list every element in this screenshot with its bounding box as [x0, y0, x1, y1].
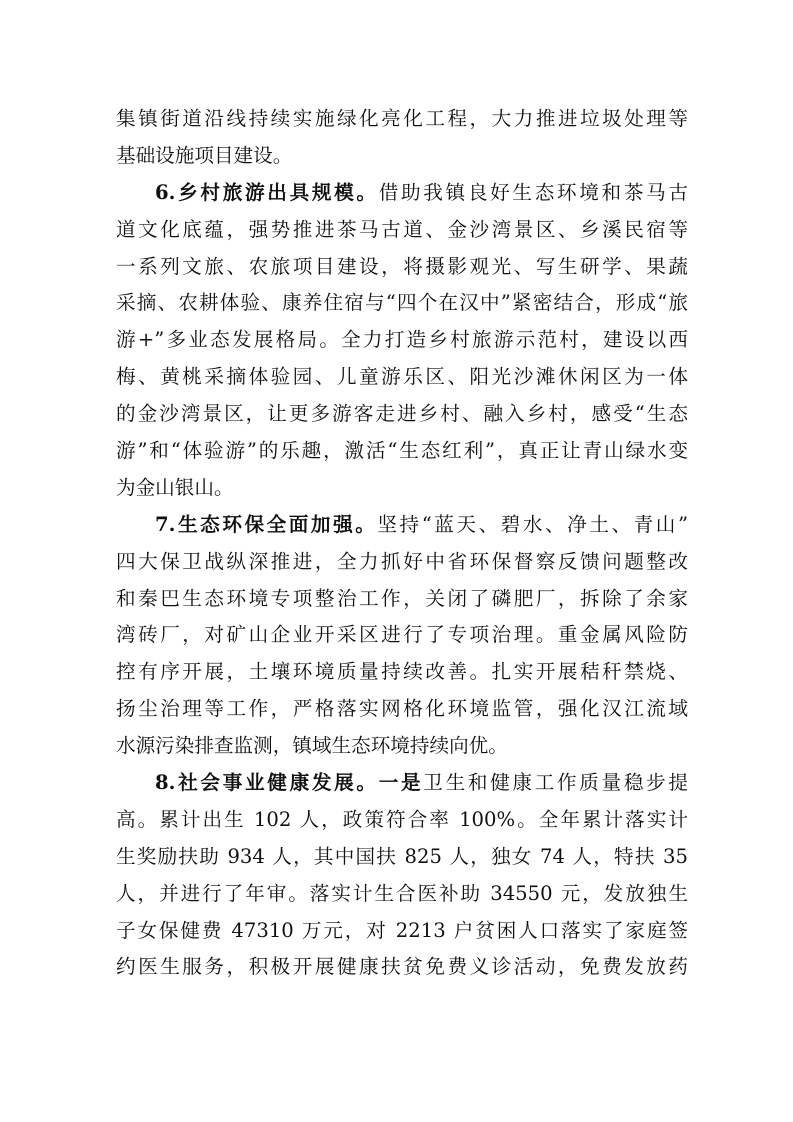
text-line — [116, 913, 688, 950]
text-line — [116, 470, 688, 507]
line-text: 集镇街道沿线持续实施绿化亮化工程，大力推进垃圾处理等 — [116, 107, 688, 130]
text-line — [116, 949, 688, 986]
line-text: 高。累计出生 102 人，政策符合率 100%。全年累计落实计 — [116, 807, 688, 831]
text-line — [116, 617, 688, 654]
line-text: 约医生服务，积极开展健康扶贫免费义诊活动，免费发放药 — [116, 955, 688, 979]
line-text: 一系列文旅、农旅项目建设，将摄影观光、写生研学、果蔬 — [116, 254, 688, 278]
line-text: 借助我镇良好生态环境和茶马古 — [378, 180, 688, 204]
text-line — [116, 728, 688, 765]
line-text: 游”和“体验游”的乐趣，激活“生态红利”，真正让青山绿水变 — [116, 439, 688, 463]
text-line — [116, 876, 688, 913]
line-text: 水源污染排查监测，镇域生态环境持续向优。 — [116, 734, 508, 758]
section-6-heading: 6.乡村旅游出具规模。 — [155, 180, 379, 204]
section-8-heading-line — [116, 765, 688, 802]
section-7-heading: 7.生态环保全面加强。 — [155, 512, 378, 536]
section-6-heading-line — [116, 175, 688, 212]
section-8-heading: 8.社会事业健康发展。一是 — [155, 771, 424, 795]
text-line — [116, 285, 688, 322]
text-line — [116, 322, 688, 359]
text-line — [116, 396, 688, 433]
text-line — [116, 544, 688, 581]
document-page — [116, 101, 688, 986]
line-text: 采摘、农耕体验、康养住宿与“四个在汉中”紧密结合，形成“旅 — [116, 291, 688, 315]
line-text: 生奖励扶助 934 人，其中国扶 825 人，独女 74 人，特扶 35 — [116, 844, 688, 868]
text-line — [116, 802, 688, 839]
section-7-heading-line — [116, 507, 688, 544]
line-text: 卫生和健康工作质量稳步提 — [423, 771, 688, 795]
line-text: 人，并进行了年审。落实计生合医补助 34550 元，发放独生 — [116, 881, 688, 905]
line-text: 梅、黄桃采摘体验园、儿童游乐区、阳光沙滩休闲区为一体 — [116, 365, 688, 389]
text-line — [116, 691, 688, 728]
line-text: 基础设施项目建设。 — [116, 143, 293, 167]
line-text: 为金山银山。 — [116, 475, 234, 499]
text-line — [116, 581, 688, 618]
text-line — [116, 359, 688, 396]
text-line — [116, 433, 688, 470]
line-text: 道文化底蕴，强势推进茶马古道、金沙湾景区、乡溪民宿等 — [116, 217, 688, 241]
line-text: 湾砖厂，对矿山企业开采区进行了专项治理。重金属风险防 — [116, 623, 688, 647]
text-line — [116, 212, 688, 249]
line-text: 子女保健费 47310 万元，对 2213 户贫困人口落实了家庭签 — [116, 918, 688, 942]
text-line — [116, 249, 688, 286]
text-line — [116, 101, 688, 138]
line-text: 坚持“蓝天、碧水、净土、青山” — [377, 512, 688, 536]
line-text: 游+”多业态发展格局。全力打造乡村旅游示范村，建设以西 — [116, 328, 688, 352]
line-text: 的金沙湾景区，让更多游客走进乡村、融入乡村，感受“生态 — [116, 402, 688, 426]
line-text: 扬尘治理等工作，严格落实网格化环境监管，强化汉江流域 — [116, 697, 688, 721]
line-text: 和秦巴生态环境专项整治工作，关闭了磷肥厂，拆除了余家 — [116, 586, 688, 610]
text-line — [116, 654, 688, 691]
text-line — [116, 839, 688, 876]
line-text: 四大保卫战纵深推进，全力抓好中省环保督察反馈问题整改 — [116, 549, 688, 573]
text-line — [116, 138, 688, 175]
line-text: 控有序开展，土壤环境质量持续改善。扎实开展秸秆禁烧、 — [116, 660, 688, 684]
